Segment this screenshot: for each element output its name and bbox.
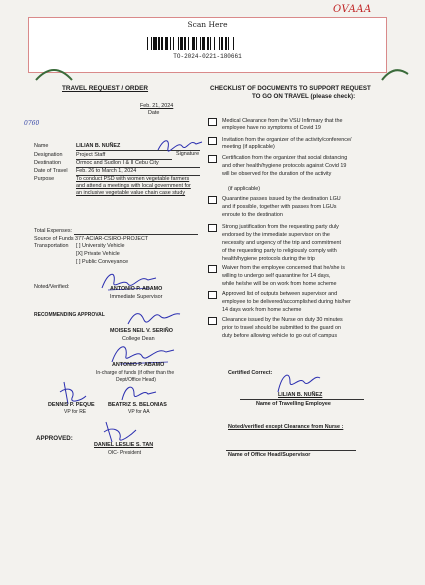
field-value-destination: Ormoc and Sudlon I & II Cebu City [76, 160, 159, 166]
checklist-item-text: Approved list of outputs between supervisor and [222, 291, 338, 297]
seal-icon [34, 62, 74, 82]
vp-re-name: DENNIS P. PEQUE [48, 402, 95, 408]
vp-aa-name: BEATRIZ S. BELONIAS [108, 402, 167, 408]
barcode-bar [234, 37, 236, 50]
transport-option-university: [ ] University Vehicle [76, 243, 125, 249]
president-name: DANIEL LESLIE S. TAN [94, 442, 154, 448]
checklist-item-text: 14 days work from home scheme [222, 307, 302, 313]
office-head-title: Name of Office Head/Supervisor [228, 452, 311, 458]
top-handwritten-mark: OVAAA [333, 4, 372, 15]
checklist-checkbox-justification[interactable] [208, 224, 217, 232]
certified-correct-label: Certified Correct: [228, 370, 273, 376]
vp-re-title: VP for RE [64, 409, 87, 415]
checklist-item-text: Medical Clearance from the VSU Infirmary that the [222, 118, 343, 124]
president-title: OIC- President [108, 450, 142, 456]
field-label-destination: Destination [34, 160, 61, 166]
dean-name: MOISES NEIL V. SERIÑO [110, 328, 173, 334]
date-label: Date [148, 110, 160, 116]
field-label-name: Name [34, 143, 49, 149]
checklist-item-text: Clearance issued by the Nurse on duty 30 minutes [222, 317, 343, 323]
barcode [147, 37, 267, 50]
noted-except-label: Noted/verified except Clearance from Nurse : [228, 424, 344, 430]
barcode-number: TO-2024-0221-180661 [173, 53, 242, 60]
checklist-item-text: and if possible, together with passes from LGUs [222, 204, 337, 210]
checklist-item-text: Quarantine passes issued by the destination LGU [222, 196, 341, 202]
supervisor-title: Immediate Supervisor [110, 294, 163, 300]
request-date: Feb. 21, 2024 [140, 103, 174, 109]
vp-aa-title: VP for AA [128, 409, 150, 415]
checklist-item-text: Strong justification from the requesting party duly [222, 224, 339, 230]
checklist-item-text: employee have no symptoms of Covid 19 [222, 125, 321, 131]
field-value-name: LILIAN B. NUÑEZ [76, 143, 121, 149]
scan-here-label: Scan Here [187, 20, 228, 29]
signature-label: Signature [176, 151, 200, 157]
employee-name: LILIAN B. NUÑEZ [278, 392, 323, 398]
approved-label: APPROVED: [36, 435, 73, 442]
purpose-line: an inclusive vegetable value chain case study [76, 190, 186, 196]
checklist-heading: CHECKLIST OF DOCUMENTS TO SUPPORT REQUEST [210, 85, 371, 92]
field-label-purpose: Purpose [34, 176, 55, 182]
traveller-signature [156, 136, 204, 156]
checklist-item-text: Certification from the organizer that social distancing [222, 155, 348, 161]
seal-icon [380, 62, 410, 82]
total-expenses-label: Total Expenses: [34, 228, 73, 234]
checklist-item-text: meeting (if applicable) [222, 144, 275, 150]
checklist-checkbox-invitation[interactable] [208, 137, 217, 145]
checklist-item-text: enroute to the destination [222, 212, 283, 218]
checklist-item-text: will be observed for the duration of the activity [222, 171, 332, 177]
transportation-label: Transportation [34, 243, 69, 249]
checklist-item-text: health/hygiene protocols during the trip [222, 256, 315, 262]
checklist-item-text: endorsed by the immediate supervisor on the [222, 232, 330, 238]
transport-option-private: [X] Private Vehicle [76, 251, 120, 257]
checklist-item-text: employee to be delivered/accomplished during his/her [222, 299, 351, 305]
dean-signature [126, 306, 184, 330]
funds-incharge-title: In-charge of funds (if other than the [96, 370, 175, 376]
checklist-item-text: and other health/hygiene protocols against Covid 19 [222, 163, 347, 169]
scan-here-box [28, 17, 387, 73]
recommending-approval-label: RECOMMENDING APPROVAL [34, 312, 105, 318]
checklist-item-text: while he/she will be on work from home scheme [222, 281, 337, 287]
checklist-checkbox-waiver[interactable] [208, 265, 217, 273]
funds-incharge-name: ANTONIO P. ABAMO [112, 362, 165, 368]
field-value-designation: Project Staff [76, 152, 106, 158]
checklist-item-text: necessity and urgency of the trip and commitment [222, 240, 341, 246]
checklist-checkbox-outputs[interactable] [208, 291, 217, 299]
source-of-funds: Source of Funds 377-ACIAR-CSIRO-PROJECT [34, 236, 149, 242]
noted-verified-label: Noted/Verified: [34, 284, 70, 290]
funds-incharge-title: Dept/Office Head) [116, 377, 156, 383]
margin-note: 0760 [24, 120, 40, 127]
checklist-item-text: of the requesting party to religiously comply with [222, 248, 337, 254]
dean-title: College Dean [122, 336, 155, 342]
checklist-checkbox-certification[interactable] [208, 155, 217, 163]
checklist-item-text: prior to travel should be submitted to the guard on [222, 325, 341, 331]
checklist-item-text: Waiver from the employee concerned that he/she is [222, 265, 345, 271]
transport-option-public: [ ] Public Conveyance [76, 259, 129, 265]
purpose-line: To conduct PSD with women vegetable farmers [76, 176, 190, 182]
checklist-item-text: willing to undergo self quarantine for 14 days, [222, 273, 331, 279]
field-label-designation: Designation [34, 152, 63, 158]
supervisor-name: ANTONIO P. ABAMO [110, 286, 163, 292]
checklist-item-text: Invitation from the organizer of the activity/conference/ [222, 137, 352, 143]
checklist-checkbox-medical[interactable] [208, 118, 217, 126]
field-label-date-of-travel: Date of Travel [34, 168, 68, 174]
checklist-subheading: TO GO ON TRAVEL (please check): [252, 93, 356, 100]
purpose-line: and attend a meetings with local government for [76, 183, 191, 189]
travel-request-heading: TRAVEL REQUEST / ORDER [62, 85, 149, 92]
employee-title: Name of Travelling Employee [256, 401, 331, 407]
field-value-date-of-travel: Feb. 26 to March 1, 2024 [76, 168, 137, 174]
checklist-checkbox-quarantine-pass[interactable] [208, 196, 217, 204]
checklist-checkbox-nurse-clearance[interactable] [208, 317, 217, 325]
checklist-item-text: (if applicable) [228, 186, 261, 192]
checklist-item-text: duty before allowing vehicle to go out of campus [222, 333, 338, 339]
